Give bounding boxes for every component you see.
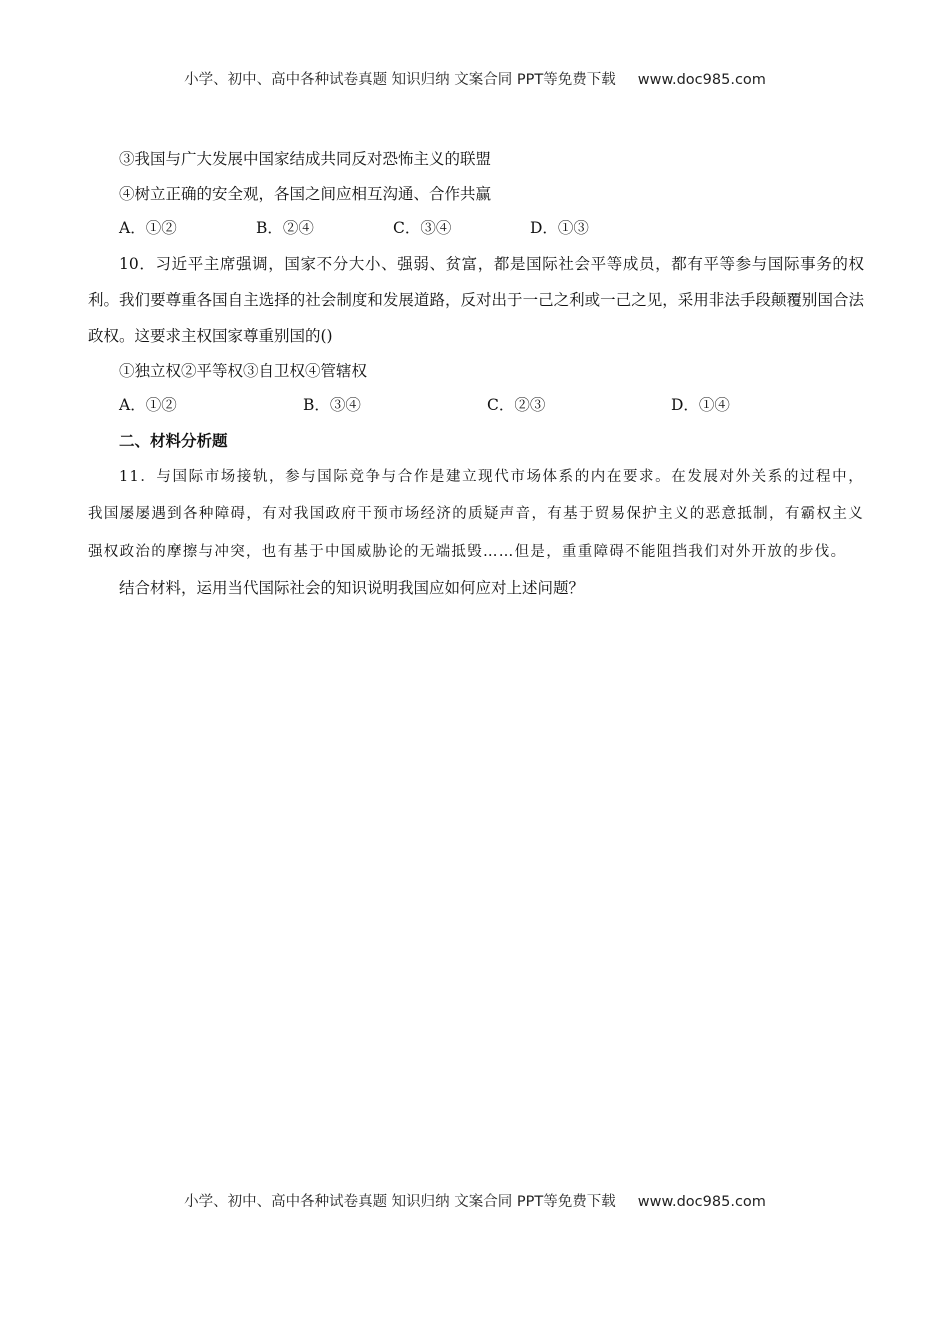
q11-question: 结合材料，运用当代国际社会的知识说明我国应如何应对上述问题？ bbox=[119, 579, 585, 597]
q9-item-3: ③我国与广大发展中国家结成共同反对恐怖主义的联盟 bbox=[119, 150, 492, 168]
q9-option-c: C．③④ bbox=[393, 219, 452, 237]
q10-option-b: B．③④ bbox=[303, 396, 361, 414]
q10-items: ①独立权②平等权③自卫权④管辖权 bbox=[119, 361, 368, 380]
document-body bbox=[88, 142, 864, 606]
page-header bbox=[0, 68, 950, 89]
q10-option-c: C．②③ bbox=[487, 396, 546, 414]
q10-option-d: D．①④ bbox=[671, 396, 730, 414]
section-title-material-analysis: 二、材料分析题 bbox=[119, 431, 228, 450]
q9-option-b: B．②④ bbox=[256, 219, 314, 237]
header-site-link[interactable]: www.doc985.com bbox=[637, 72, 766, 88]
q11-material: 11．与国际市场接轨，参与国际竞争与合作是建立现代市场体系的内在要求。在发展对外关系的过程中，我国屡屡遇到各种障碍，有对我国政府干预市场经济的质疑声音，有基于贸易保护主义的恶意抵制，有霸权主义强权政治的摩擦与冲突，也有基于中国威胁论的无端抵毁……但是，重重障碍不能阻挡我们对外开放的步伐。 bbox=[88, 468, 864, 560]
footer-site-link[interactable]: www.doc985.com bbox=[637, 1194, 766, 1210]
q9-option-d: D．①③ bbox=[530, 219, 589, 237]
q9-options bbox=[88, 211, 864, 246]
page-footer bbox=[0, 1190, 950, 1211]
q9-option-a: A．①② bbox=[119, 219, 177, 237]
q10-stem: 10．习近平主席强调，国家不分大小、强弱、贫富，都是国际社会平等成员，都有平等参与国际事务的权利。我们要尊重各国自主选择的社会制度和发展道路，反对出于一己之利或一己之见，采用非法手段颠覆别国合法政权。这要求主权国家尊重别国的() bbox=[88, 254, 864, 345]
q9-item-4: ④树立正确的安全观，各国之间应相互沟通、合作共赢 bbox=[119, 184, 492, 203]
q10-option-a: A．①② bbox=[119, 396, 177, 414]
footer-text: 小学、初中、高中各种试卷真题 知识归纳 文案合同 PPT等免费下载 bbox=[184, 1194, 616, 1210]
header-text: 小学、初中、高中各种试卷真题 知识归纳 文案合同 PPT等免费下载 bbox=[184, 72, 616, 88]
q10-options bbox=[88, 388, 864, 423]
